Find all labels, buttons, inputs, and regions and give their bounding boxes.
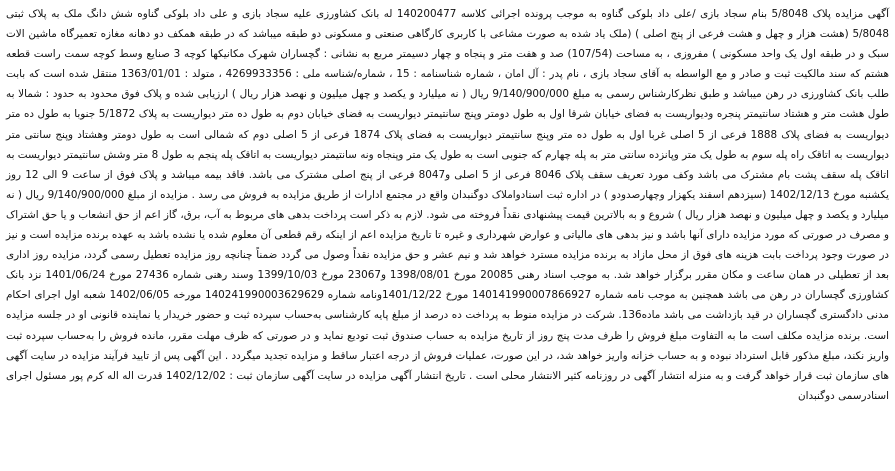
auction-notice-text: آگهی مزایده پلاک 5/8048 بنام سجاد بازی /علی داد بلوکی گناوه به موجب پرونده اجرائی کلاسه 140200477 له بانک کشاورزی علیه سجاد بازی و علی داد بلوکی گناوه شش دانگ ملک به پلاک ثبتی 5/8048 (هشت هزار و چهل و هشت فرعی از پنج اصلی ) (ملک یاد شده به صورت مشاعی با کاربری کارگاهی صنعتی و مسکونی دو طبقه میباشد که در طبقه همکف دو دهانه مغازه تعمیرگاه ماشین الات سبک و در طبقه اول یک واحد مسکونی ) مفروزی ، به مساحت (107/54) صد و هفت متر و پنجاه و چهار دسیمتر مربع به نشانی : گچساران شهرک مکانیکها کوچه 3 صنایع وسط کوچه سمت راست قطعه هشتم که سند مالکیت ثبت و صادر و مع الواسطه به آقای سجاد بازی ، نام پدر : آل امان ، شماره شناسنامه : 15 ، شماره/شناسه ملی : 4269933356 ، متولد : 1363/01/01 منتقل شده است که بابت طلب بانک کشاورزی در رهن میباشد و طبق نظرکارشناس رسمی به مبلغ 9/140/900/000 ریال ( نه میلیارد و یکصد و چهل میلیون و نهصد هزار ریال ) ارزیابی شده و پلاک فوق محدود به حدود : شمالا به طول هشت متر و هشتاد سانتیمتر پنجره ودیواریست به فضای خیابان شرقا اول به طول دومتر وپنج سانتیمتر دیواریست به فضای خیابان دوم به طول ده متر دیواریست به پلاک 5/1872 جنوبا به طول ده متر دیواریست به فضای پلاک 1888 فرعی از 5 اصلی غربا اول به طول ده متر وپنج سانتیمتر دیواریست به فضای پلاک 1874 فرعی از 5 اصلی دوم که شمالی است به طول دومتر وهشتاد وپنج سانتی متر دیواریست به اتاقک راه پله سوم به طول یک متر وپانزده سانتی متر به پله چهارم که جنوبی است به طول یک متر وپنجاه ونه سانتیمتر دیواریست به اتاقک پله پنجم به طول 8 متر وشش سانتیمتر دیواریست به اتاقک پله سقف پشت بام مشترک می باشد وکف مورد تعریف سقف پلاک 8046 فرعی از 5 اصلی و8047 فرعی از پنج اصلی مشترک می باشد. فاقد بیمه میباشد و پلاک فوق از ساعت 9 الی 12 روز یکشنبه مورخ 1402/12/13 (سیزدهم اسفند یکهزار وچهارصدودو ) در اداره ثبت اسنادواملاک دوگنبدان واقع در مجتمع ادارات از طریق مزایده به فروش می رسد . مزایده از مبلغ 9/140/900/000 ریال ( نه میلیارد و یکصد و چهل میلیون و نهصد هزار ریال ) شروع و به بالاترین قیمت پیشنهادی نقداً فروخته می شود. لازم به ذکر است پرداخت بدهی های مربوط به آب، برق، گاز اعم از حق انشعاب و یا حق اشتراک و مصرف در صورتی که مورد مزایده دارای آنها باشد و نیز بدهی های مالیاتی و عوارض شهرداری و غیره تا تاریخ مزایده اعم از اینکه رقم قطعی آن معلوم شده یا نشده باشد به عهده برنده مزایده است و نیز در صورت وجود پرداخت بابت هزینه های فوق از محل مازاد به برنده مزایده مسترد خواهد شد و نیم عشر و حق مزایده نقداً وصول می گردد ضمناً چنانچه روز مزایده تعطیل رسمی گردد، مزایده روز اداری بعد از تعطیلی در همان ساعت و مکان مقرر برگزار خواهد شد. به موجب اسناد رهنی 20085 مورخ 1398/08/01 و23067 مورخ 1399/10/03 وسند رهنی شماره 27436 مورخ 1401/06/24 نزد بانک کشاورزی گچساران در رهن می باشد همچنین به موجب نامه شماره 140141990007866927 مورخ 1401/12/22ونامه شماره 140241990003629629 مورخه 1402/06/05 شعبه اول اجرای احکام مدنی دادگستری گچساران در قید بازداشت می باشد ماده136. شرکت در مزایده منوط به پرداخت ده درصد از مبلغ پایه کارشناسی به‌حساب سپرده ثبت و حضور خریدار یا نماینده قانونی او در جلسه مزایده است. برنده مزایده مکلف است ما به التفاوت مبلغ فروش را ظرف مدت پنج روز از تاریخ مزایده به حساب صندوق ثبت تودیع نماید و در صورتی که ظرف مهلت مقرر، مانده فروش را به‌حساب سپرده ثبت واریز نکند، مبلغ مذکور قابل استرداد نبوده و به حساب خزانه واریز خواهد شد، در این صورت، عملیات فروش از درجه اعتبار ساقط و مزایده تجدید میگردد . این آگهی پس از تایید فرآیند مزایده در سایت آگهی های سازمان ثبت قرار خواهد گرفت و به منزله انتشار آگهی در روزنامه کثیر الانتشار محلی است . تاریخ انتشار آگهی مزایده در سایت آگهی سازمان ثبت : 1402/12/02 قدرت اله اله کرم پور مسئول اجرای اسنادرسمی دوگنبدان [6, 8, 890, 402]
